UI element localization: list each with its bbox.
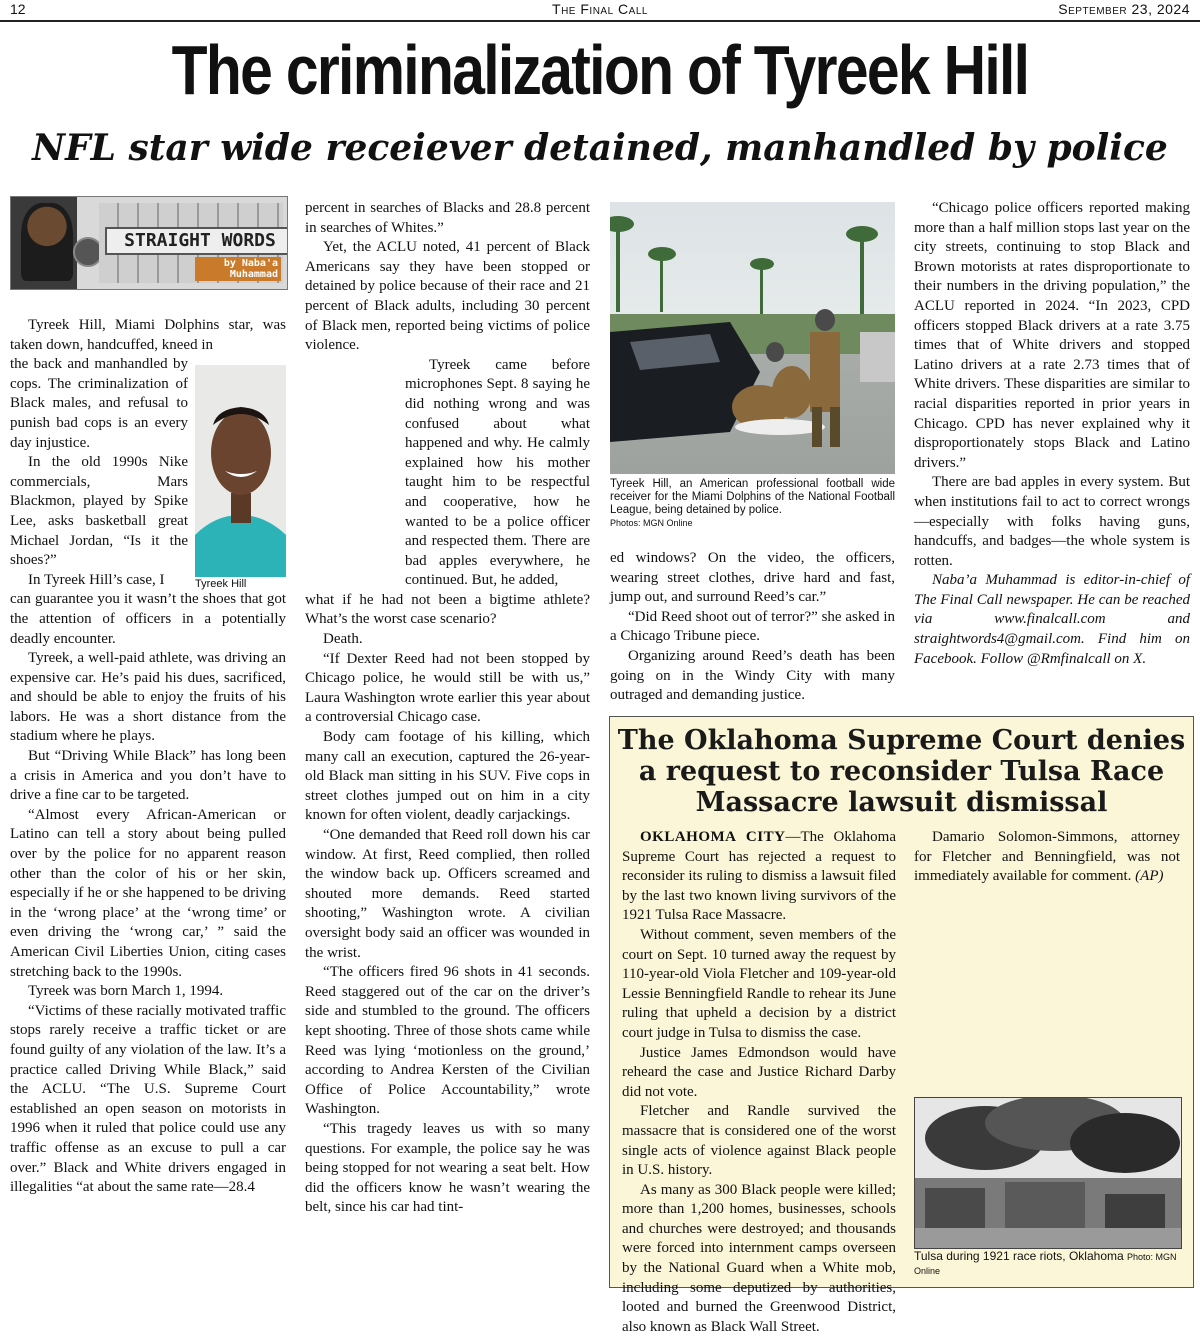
article-column-1 xyxy=(10,316,286,1198)
paragraph: —The Oklahoma Supreme Court has rejected a request to reconsider its ruling to dismiss a lawsuit filed by the last two known living survivors of the 1921 Tulsa Race Massacre. xyxy=(622,829,896,924)
byline-line-2: Muhammad xyxy=(229,269,278,280)
paragraph: the back and manhandled by cops. The criminalization of Black males, and refusal to punish bad cops is an every day injustice. xyxy=(10,356,188,451)
article-column-3 xyxy=(610,549,895,706)
paragraph: As many as 300 Black people were killed; more than 1,200 homes, businesses, schools and churches were destroyed; and thousands were forced into internment camps overseen by the National Guard when a White mob, including some deputized by authorities, looted and burned the Greenwood District, also known as Black Wall Street. xyxy=(622,1181,896,1335)
paragraph: “This tragedy leaves us with so many questions. For example, the police say he was being stopped for not wearing a seat belt. How did the officers know he wasn’t wearing the belt, since his car had tint- xyxy=(305,1120,590,1216)
caption-text: Tyreek Hill, an American professional football wide receiver for the Miami Dolphins of the National Football League, being detained by police. xyxy=(610,478,895,517)
paragraph: In Tyreek Hill’s case, I xyxy=(28,571,165,588)
publication-name: The Final Call xyxy=(552,1,648,17)
paragraph: Body cam footage of his killing, which many call an execution, captured the 26-year-old Black man sitting in his SUV. Five cops in street clothes jumped out on him in a city known for often violent, deadly carjackings. xyxy=(305,729,590,824)
paragraph: Justice James Edmondson would have reheard the case and Justice Richard Darby did not vote. xyxy=(622,1044,896,1100)
paragraph: “Almost every African-American or Latino can tell a story about being pulled over by the police for no apparent reason other than the color of his or her skin, especially if he or she happened to be driving in the ‘wrong place’ at the ‘wrong time’ or even driving the ‘wrong car,’ ” said the American Civil Liberties Union, citing cases stretching back to the 1990s. xyxy=(10,806,286,980)
page-number: 12 xyxy=(10,1,26,17)
sidebar-headline: The Oklahoma Supreme Court denies a request to reconsider Tulsa Race Massacre lawsuit dismissal xyxy=(617,725,1186,818)
paragraph: Tyreek was born March 1, 1994. xyxy=(28,983,224,1000)
author-bio: Naba’a Muhammad is editor-in-chief of The Final Call newspaper. He can be reached via www.finalcall.com and straightwords4@gmail.com. Find him on Facebook. Follow @Rmfinalcall on X. xyxy=(914,572,1190,667)
tulsa-sidebar-box xyxy=(609,716,1194,1335)
paragraph: “Victims of these racially motivated traffic stops rarely receive a traffic ticket or are found guilty of any violation of the law. It’s a practice called Driving While Black,” said the ACLU. “The U.S. Supreme Court established an open season on motorists in 1996 when it ruled that police could use any traffic offense as an excuse to pull a car over.” Black and White drivers engaged in illegalities “at about the same rate—28.4 xyxy=(10,1002,286,1196)
headline: The criminalization of Tyreek Hill xyxy=(171,31,1029,109)
photo-caption xyxy=(610,478,895,529)
columnist-photo xyxy=(21,203,73,281)
paragraph: Damario Solomon-Simmons, attorney for Fletcher and Benningfield, was not immediately available for comment. xyxy=(914,829,1180,885)
byline-line-1: by Naba'a xyxy=(223,258,278,269)
article-column-2 xyxy=(305,199,590,1218)
tulsa-riots-photo xyxy=(914,1097,1182,1249)
folio-bar xyxy=(0,0,1200,22)
paragraph: “One demanded that Reed roll down his car window. At first, Reed complied, then rolled the window back up. Officers screamed and shouted more demands. Reed started shooting,” Washington wrote. A civilian oversight body said an officer was wounded in the wrist. xyxy=(305,827,590,961)
article-column-4 xyxy=(914,199,1190,669)
paragraph: percent in searches of Blacks and 28.8 percent in searches of Whites.” xyxy=(305,200,590,236)
sidebar-column-1 xyxy=(622,828,896,1337)
tulsa-scene-illustration xyxy=(915,1098,1181,1248)
paragraph: Without comment, seven members of the court on Sept. 10 turned away the request by 110-year-old Viola Fletcher and 109-year-old Lessie Benningfield Randle to rehear its June ruling that upheld a decision by a district court judge in Tulsa to dismiss the case. xyxy=(622,926,896,1041)
paragraph: Death. xyxy=(323,631,363,648)
paragraph: There are bad apples in every system. But when institutions fail to act to correct wrongs—especially with folks having guns, handcuffs, and badges—the whole system is rotten. xyxy=(914,474,1190,569)
column-title: STRAIGHT WORDS xyxy=(105,227,288,255)
dateline: OKLAHOMA CITY xyxy=(640,829,786,845)
tulsa-photo-caption xyxy=(914,1250,1182,1277)
police-detention-photo xyxy=(610,202,895,474)
paragraph: Yet, the ACLU noted, 41 percent of Black Americans say they have been stopped or detained by police because of their race and 21 percent of Black adults, including 30 percent of Black men, reported being victims of police violence. xyxy=(305,239,590,354)
caption-text: Tulsa during 1921 race riots, Oklahoma xyxy=(914,1249,1124,1263)
issue-date: September 23, 2024 xyxy=(1058,1,1190,17)
paragraph: Organizing around Reed’s death has been going on in the Windy City with many outraged and demanding justice. xyxy=(610,647,895,704)
paragraph: “Chicago police officers reported making more than a half million stops last year on the city streets, continuing to stop Black and Brown motorists at rates disproportionate to their numbers in the driving population,” the ACLU reported in 2024. “In 2023, CPD officers stopped Black drivers at a rate 3.75 times that of White drivers and stopped Latino drivers at a rate 2.73 times that of White drivers. These disparities are similar to racial disparities reported in prior years in Chicago. CPD has never explained why it disproportionately stops Black and Latino drivers.” xyxy=(914,200,1190,471)
caption-credit: Photos: MGN Online xyxy=(610,517,693,528)
caption-credit: Photo: MGN Online xyxy=(914,1252,1177,1276)
wrap-text-block xyxy=(405,356,590,591)
paragraph: But “Driving While Black” has long been a crisis in America and you don’t have to drive a fine car to be targeted. xyxy=(10,748,286,804)
detention-scene-illustration xyxy=(610,202,895,474)
paragraph: Tyreek came before microphones Sept. 8 saying he did nothing wrong and was confused about what happened and why. He calmly explained how his mother taught him to be respectful and cooperative, how he wanted to be a police officer and respected them. There are bad apples everywhere, he continued. But, he added, xyxy=(405,356,590,589)
ap-credit: (AP) xyxy=(1135,868,1164,885)
paragraph: Tyreek, a well-paid athlete, was driving an expensive car. He’s paid his dues, sacrificed, and should be able to enjoy the fruits of his labors. He was a short distance from the stadium where he plays. xyxy=(10,650,286,745)
column-byline xyxy=(195,257,281,281)
straight-words-logo xyxy=(10,196,288,290)
paragraph: “The officers fired 96 shots in 41 seconds. Reed staggered out of the car on the driver’s side and stumbled to the ground. The officers kept shooting. Three of those shots came while Reed was lying ‘motionless on the ground,’ according to Andrea Kersten of the Civilian Office of Police Accountability,” wrote Washington. xyxy=(305,964,590,1118)
paragraph: can guarantee you it wasn’t the shoes that got the attention of officers in a potentially deadly encounter. xyxy=(10,591,286,647)
subhead: NFL star wide receiever detained, manhandled by police xyxy=(32,127,1168,169)
paragraph: Tyreek Hill, Miami Dolphins star, was taken down, handcuffed, kneed in xyxy=(10,317,286,353)
paragraph: “Did Reed shoot out of terror?” she asked in a Chicago Tribune piece. xyxy=(610,608,895,645)
paragraph: what if he had not been a bigtime athlete? What’s the worst case scenario? xyxy=(305,591,590,628)
sidebar-column-2 xyxy=(914,828,1180,887)
paragraph: ed windows? On the video, the officers, wearing street clothes, drive hard and fast, jump out, and surround Reed’s car.” xyxy=(610,550,895,606)
paragraph: “If Dexter Reed had not been stopped by Chicago police, he would still be with us,” Laura Washington wrote earlier this year about a controversial Chicago case. xyxy=(305,650,590,726)
paragraph: Fletcher and Randle survived the massacre that is considered one of the worst single acts of violence against Black people in U.S. history. xyxy=(622,1103,896,1179)
wrap-text-block xyxy=(10,355,188,571)
paragraph: In the old 1990s Nike commercials, Mars Blackmon, played by Spike Lee, asks basketball great Michael Jordan, “Is it the shoes?” xyxy=(10,454,188,569)
portrait-caption: Tyreek Hill xyxy=(195,578,247,590)
